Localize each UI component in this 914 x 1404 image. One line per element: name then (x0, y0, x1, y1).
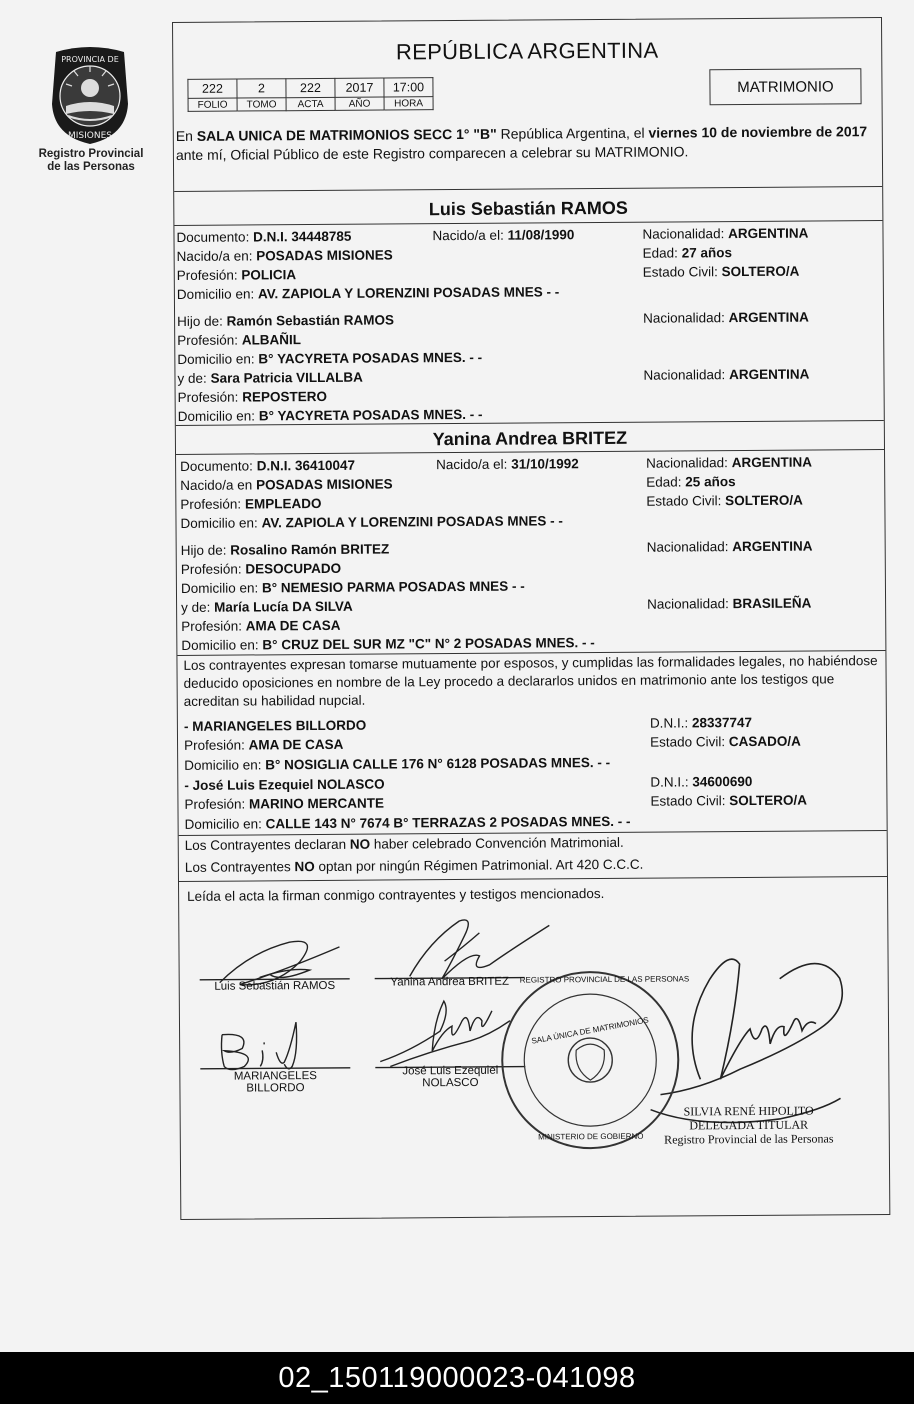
bride-signature-label: Yanina Andrea BRITEZ (390, 975, 510, 989)
groom-signature-label: Luis Sebastián RAMOS (214, 979, 336, 993)
year-value: 2017 (335, 78, 384, 97)
groom-mother-nationality: Nacionalidad: ARGENTINA (643, 366, 810, 383)
witness2-address: Domicilio en: CALLE 143 N° 7674 B° TERRAZAS 2 POSADAS MNES. - - (184, 813, 631, 832)
bride-address: Domicilio en: AV. ZAPIOLA Y LORENZINI POSADAS MNES - - (180, 513, 563, 531)
witness1-name: - MARIANGELES BILLORDO (183, 717, 367, 734)
stamp-bottom-text: MINISTERIO DE GOBIERNO (538, 1131, 644, 1142)
bride-father-address: Domicilio en: B° NEMESIO PARMA POSADAS MNES - - (180, 578, 525, 596)
bride-father-nationality: Nacionalidad: ARGENTINA (646, 538, 813, 555)
witness2-name: - José Luis Ezequiel NOLASCO (184, 776, 385, 793)
acta-label: ACTA (286, 97, 335, 110)
bride-name-heading: Yanina Andrea BRITEZ (432, 427, 628, 450)
witness1-signature-label: MARIANGELES BILLORDO (233, 1070, 317, 1095)
bride-birthdate: Nacido/a el: 31/10/1992 (436, 456, 579, 473)
document-code-bar: 02_150119000023-041098 (0, 1352, 914, 1404)
bride-profession: Profesión: EMPLEADO (180, 495, 322, 512)
groom-father-profession: Profesión: ALBAÑIL (177, 332, 302, 348)
groom-signature (199, 941, 349, 985)
convention-statement: Los Contrayentes declaran NO haber celebrado Convención Matrimonial. (184, 834, 624, 853)
groom-document: Documento: D.N.I. 34448785 (176, 228, 352, 245)
groom-father: Hijo de: Ramón Sebastián RAMOS (177, 312, 394, 329)
bride-mother-address: Domicilio en: B° CRUZ DEL SUR MZ "C" N° 2 POSADAS MNES. - - (181, 635, 595, 653)
bride-father-profession: Profesión: DESOCUPADO (180, 560, 342, 577)
witness1-civil-status: Estado Civil: CASADO/A (649, 733, 801, 750)
acta-value: 222 (286, 78, 335, 97)
svg-text:PROVINCIA DE: PROVINCIA DE (61, 55, 119, 64)
tomo-value: 2 (237, 79, 286, 98)
country-title: REPÚBLICA ARGENTINA (395, 37, 659, 65)
bride-document: Documento: D.N.I. 36410047 (180, 457, 356, 474)
witness2-civil-status: Estado Civil: SOLTERO/A (650, 792, 808, 809)
marriage-certificate (172, 17, 890, 1220)
bride-mother: y de: María Lucía DA SILVA (181, 598, 353, 615)
witness2-dni: D.N.I.: 34600690 (650, 773, 753, 790)
stamp-outer-text: REGISTRO PROVINCIAL DE LAS PERSONAS (519, 974, 690, 985)
witness1-profession: Profesión: AMA DE CASA (183, 736, 344, 753)
svg-text:MISIONES: MISIONES (67, 131, 113, 141)
groom-civil-status: Estado Civil: SOLTERO/A (642, 263, 800, 280)
folio-value: 222 (188, 79, 237, 98)
signatures-area (173, 18, 889, 1219)
groom-name-heading: Luis Sebastián RAMOS (428, 197, 628, 220)
witness1-dni: D.N.I.: 28337747 (649, 714, 753, 731)
groom-address: Domicilio en: AV. ZAPIOLA Y LORENZINI POSADAS MNES - - (176, 284, 560, 302)
province-seal-logo (38, 44, 142, 148)
groom-mother-profession: Profesión: REPOSTERO (177, 388, 327, 405)
time-label: HORA (384, 97, 433, 110)
bride-nationality: Nacionalidad: ARGENTINA (646, 454, 812, 471)
groom-birthdate: Nacido/a el: 11/08/1990 (432, 227, 575, 244)
witness2-signature-label: José Luis Ezequiel NOLASCO (402, 1064, 499, 1090)
regime-statement: Los Contrayentes NO optan por ningún Régimen Patrimonial. Art 420 C.C.C. (184, 856, 644, 875)
bride-father: Hijo de: Rosalino Ramón BRITEZ (180, 541, 390, 558)
bride-mother-profession: Profesión: AMA DE CASA (181, 617, 341, 634)
registry-caption: Registro Provincial de las Personas (38, 148, 144, 173)
bride-mother-nationality: Nacionalidad: BRASILEÑA (647, 595, 812, 612)
bride-age: Edad: 25 años (646, 474, 736, 490)
groom-nationality: Nacionalidad: ARGENTINA (642, 225, 809, 242)
tomo-label: TOMO (237, 98, 286, 111)
folio-label: FOLIO (188, 98, 237, 111)
document-type-box: MATRIMONIO (709, 68, 861, 105)
witness2-profession: Profesión: MARINO MERCANTE (184, 795, 385, 812)
official-block: SILVIA RENÉ HIPOLITO DELEGADA TITULAR Registro Provincial de las Personas (664, 1103, 834, 1147)
bride-civil-status: Estado Civil: SOLTERO/A (646, 492, 803, 509)
stamp-text: SALA ÚNICA DE MATRIMONIOS (530, 1015, 650, 1046)
groom-birthplace: Nacido/a en: POSADAS MISIONES (176, 247, 393, 264)
time-value: 17:00 (384, 78, 433, 97)
bride-signature (374, 919, 549, 979)
groom-father-address: Domicilio en: B° YACYRETA POSADAS MNES. - - (177, 349, 483, 367)
witness1-signature (200, 1022, 350, 1070)
year-label: AÑO (335, 97, 384, 110)
declaration-paragraph: Los contrayentes expresan tomarse mutuamente por esposos, y cumplidas las formalidades legales, no habiéndose deducido oposiciones en nombre de la Ley procedo a declararlos unidos en matrimonio ante los testigos que acreditan su habilidad nupcial. (183, 653, 878, 709)
witness2-signature (375, 1001, 525, 1068)
groom-age: Edad: 27 años (642, 245, 733, 261)
intro-paragraph: En SALA UNICA DE MATRIMONIOS SECC 1° "B" República Argentina, el viernes 10 de noviembre de 2017 ante mí, Oficial Público de este Registro comparecen a celebrar su MATRIMONIO. (175, 123, 868, 163)
groom-mother: y de: Sara Patricia VILLALBA (177, 369, 363, 386)
groom-father-nationality: Nacionalidad: ARGENTINA (643, 309, 809, 326)
witness1-address: Domicilio en: B° NOSIGLIA CALLE 176 N° 6128 POSADAS MNES. - - (184, 754, 611, 773)
groom-mother-address: Domicilio en: B° YACYRETA POSADAS MNES. - - (177, 406, 483, 424)
groom-profession: Profesión: POLICIA (176, 267, 297, 283)
reading-statement: Leída el acta la firman conmigo contrayentes y testigos mencionados. (187, 886, 605, 904)
bride-birthplace: Nacido/a en POSADAS MISIONES (180, 476, 393, 493)
